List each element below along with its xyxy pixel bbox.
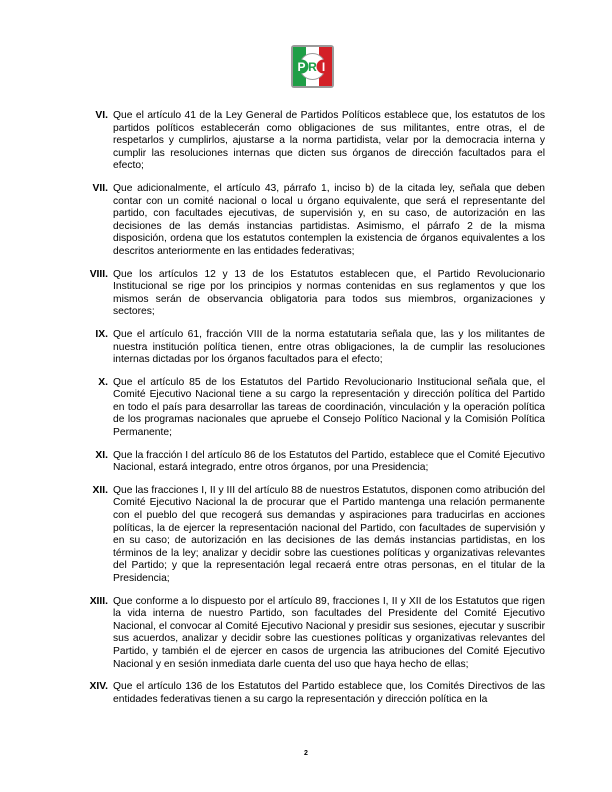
clause-number: VI. (95, 110, 108, 121)
clause-xiv (86, 681, 545, 706)
clause-xi (86, 450, 545, 475)
document-body (86, 110, 545, 716)
clause-number: XI. (95, 449, 108, 461)
clause-number: XII. (92, 484, 108, 496)
clause-viii (86, 269, 545, 319)
clause-text: Que los artículos 12 y 13 de los Estatutos establecen que, el Partido Revolucionario Institucional se rige por los principios y normas contenidas en sus reglamentos y que los mismos serán de observancia obligatoria para todos sus miembros, organizaciones y sectores; (113, 268, 545, 318)
clause-vii (86, 183, 545, 259)
clause-text: Que las fracciones I, II y III del artículo 88 de nuestros Estatutos, disponen como atribución del Comité Ejecutivo Nacional la de procurar que el Partido mantenga una relación permanente con el pueblo del que recogerá sus demandas y aspiraciones para traducirlas en acciones políticas, la de ejercer la representación nacional del Partido, con facultades de supervisión y en su caso; de autorización en las decisiones de las demás instancias partidistas, en los términos de la ley; analizar y decidir sobre las cuestiones políticas y organizativas relevantes del Partido; y que la representación legal recaerá entre otras personas, en el titular de la Presidencia; (113, 484, 545, 584)
clause-x (86, 377, 545, 440)
clause-number: VIII. (89, 268, 108, 280)
clause-xiii (86, 596, 545, 672)
svg-text:P: P (297, 60, 306, 74)
clause-text: Que la fracción I del artículo 86 de los Estatutos del Partido, establece que el Comité Ejecutivo Nacional, estará integrado, entre otros órganos, por una Presidencia; (113, 449, 545, 474)
clause-number: IX. (95, 328, 108, 340)
clause-text: Que adicionalmente, el artículo 43, párrafo 1, inciso b) de la citada ley, señala que deben contar con un comité nacional o local u órgano equivalente, que será el representante del partido, con facultades ejecutivas, de supervisión y, en su caso, de autorización en las decisiones de las demás instancias partidistas. Asimismo, el párrafo 2 de la misma disposición, ordena que los estatutos contemplen la existencia de órganos equivalentes a los descritos anteriormente en las entidades federativas; (113, 182, 545, 257)
clause-text: Que el artículo 61, fracción VIII de la norma estatutaria señala que, las y los militantes de nuestra institución política tienen, entre otras obligaciones, la de cumplir las resoluciones internas dictadas por los órganos facultados para el efecto; (113, 328, 545, 366)
svg-text:I: I (321, 60, 326, 74)
clause-text: Que el artículo 136 de los Estatutos del Partido establece que, los Comités Directivos de las entidades federativas tienen a su cargo la representación y dirección política en la (113, 681, 545, 705)
clause-number: VII. (92, 182, 108, 194)
clause-text: Que conforme a lo dispuesto por el artículo 89, fracciones I, II y XII de los Estatutos que rigen la vida interna de nuestro Partido, son facultades del Presidente del Comité Ejecutivo Nacional, el convocar al Comité Ejecutivo Nacional y presidir sus sesiones, ejecutar y suscribir sus acuerdos, analizar y decidir sobre las cuestiones políticas y organizativas relevantes del Partido, y también el de ejercer en casos de urgencia las atribuciones del Comité Ejecutivo Nacional y en sesión inmediata darle cuenta del uso que haya hecho de ellas; (113, 595, 545, 670)
clause-vi (86, 110, 545, 173)
clause-number: XIV. (89, 681, 108, 693)
pri-logo (291, 45, 334, 88)
clause-number: X. (98, 376, 108, 388)
clause-xii (86, 485, 545, 586)
svg-text:R: R (308, 60, 317, 74)
clause-number: XIII. (89, 595, 108, 607)
clause-ix (86, 329, 545, 367)
clause-text: Que el artículo 85 de los Estatutos del Partido Revolucionario Institucional señala que, el Comité Ejecutivo Nacional tiene a su cargo la representación y dirección política del Partido en todo el país para desarrollar las tareas de coordinación, vinculación y la operación política de los programas nacionales que apruebe el Consejo Político Nacional y la Comisión Política Permanente; (113, 376, 545, 439)
clause-text: Que el artículo 41 de la Ley General de Partidos Políticos establece que, los estatutos de los partidos políticos establecerán como obligaciones de sus militantes, entre otras, el de respetarlos y cumplirlos, ajustarse a la norma partidista, velar por la democracia interna y cumplir las resoluciones internas que dicten sus órganos de dirección facultados para el efecto; (113, 110, 545, 172)
page-number: 2 (304, 750, 308, 757)
